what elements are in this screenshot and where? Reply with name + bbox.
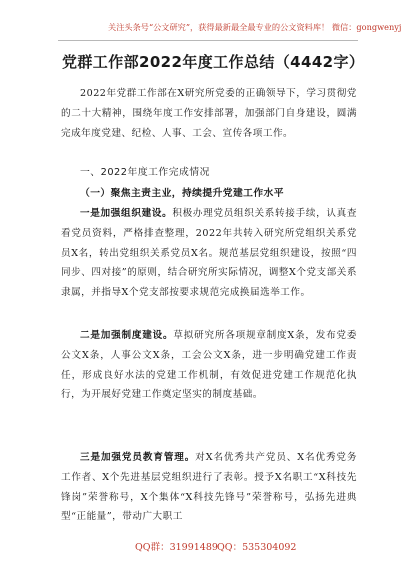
body-paragraph-institutions	[61, 326, 357, 405]
body-paragraph-education	[61, 448, 357, 527]
paragraph-lead: 三是加强党员教育管理。	[80, 452, 196, 463]
paragraph-lead: 二是加强制度建设。	[80, 330, 174, 341]
paragraph-lead: 一是加强组织建设。	[80, 208, 173, 219]
intro-paragraph: 2022年党群工作部在X研究所党委的正确领导下，学习贯彻党的二十大精神，围绕年度工作安排部署，加强部门自身建设，圆满完成年度党建、纪检、人事、工会、宣传各项工作。	[61, 88, 357, 139]
footer-qq-group: QQ群：31991489	[135, 542, 218, 553]
document-title: 党群工作部2022年度工作总结（4442字）	[62, 53, 365, 71]
section-heading: 一、2022年度工作完成情况	[80, 167, 210, 178]
header-divider	[58, 40, 358, 41]
footer-qq-contact: QQ：535304092	[217, 542, 297, 553]
paragraph-text: 积极办理党员组织关系转接手续，认真查看党员资料，严格排查整理，2022年共转入研究所党组织关系党员X名，转出党组织关系党员X名。规范基层党组织建设，按照“四同步、四对接”的原则，结合研究所实际情况，调整X个党支部关系隶属，并指导X个党支部按要求规范完成换届选举工作。	[61, 208, 357, 299]
paragraph-text: 对X名优秀共产党员、X名优秀党务工作者、X个先进基层党组织进行了表彰。授予X名职工“X科技先锋岗”荣誉称号，X个集体“X科技先锋号”荣誉称号，弘扬先进典型“正能量”，带动广大职工	[61, 452, 357, 523]
subsection-heading: （一）聚焦主责主业，持续提升党建工作水平	[80, 188, 284, 199]
footer	[0, 539, 408, 553]
body-paragraph-organization	[61, 204, 357, 303]
paragraph-text: 草拟研究所各项规章制度X条，发布党委公文X条，人事公文X条，工会公文X条，进一步明确党建工作责任，形成良好水法的党建工作机制，有效促进党建工作规范化执行，为开展好党建工作奠定坚实的制度基础。	[61, 330, 357, 401]
header-banner: 关注头条号“公文研究”，获得最新最全最专业的公文资料库！ 微信：gongwenyj	[108, 22, 402, 32]
